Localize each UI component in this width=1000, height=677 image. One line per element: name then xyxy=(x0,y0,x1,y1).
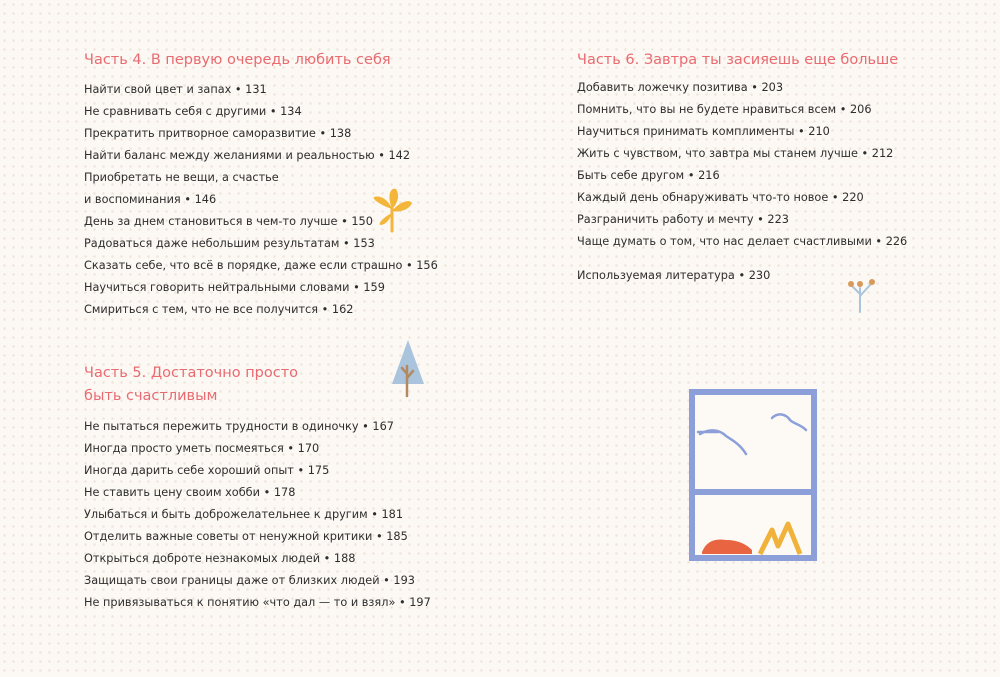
toc-item[interactable]: Иногда дарить себе хороший опыт • 175 xyxy=(84,464,330,477)
toc-item[interactable]: Прекратить притворное саморазвитие • 138 xyxy=(84,127,352,140)
part5-list xyxy=(84,416,431,614)
part6-heading: Часть 6. Завтра ты засияешь еще больше xyxy=(577,52,899,68)
toc-item[interactable]: Отделить важные советы от ненужной критики • 185 xyxy=(84,530,408,543)
toc-item[interactable]: Не пытаться пережить трудности в одиночку • 167 xyxy=(84,420,394,433)
toc-item[interactable]: Не ставить цену своим хобби • 178 xyxy=(84,486,296,499)
toc-item[interactable]: Жить с чувством, что завтра мы станем лучше • 212 xyxy=(577,147,894,160)
toc-item[interactable]: Открыться доброте незнакомых людей • 188 xyxy=(84,552,356,565)
twig-icon xyxy=(845,272,883,314)
toc-item[interactable]: Не привязываться к понятию «что дал — то и взял» • 197 xyxy=(84,596,431,609)
window-illustration xyxy=(688,388,820,566)
tree-icon xyxy=(388,338,428,400)
part5-heading-line2: быть счастливым xyxy=(84,388,218,404)
part5-heading: Часть 5. Достаточно просто xyxy=(84,365,299,381)
toc-item[interactable]: Помнить, что вы не будете нравиться всем • 206 xyxy=(577,103,872,116)
toc-item[interactable]: Улыбаться и быть доброжелательнее к другим • 181 xyxy=(84,508,404,521)
toc-item[interactable]: День за днем становиться в чем-то лучше • 150 xyxy=(84,215,373,228)
toc-item[interactable]: Сказать себе, что всё в порядке, даже если страшно • 156 xyxy=(84,259,438,272)
toc-item[interactable]: Смириться с тем, что не все получится • 162 xyxy=(84,303,354,316)
toc-item[interactable]: Научиться говорить нейтральными словами • 159 xyxy=(84,281,385,294)
literature-list xyxy=(577,265,770,287)
toc-item[interactable]: Разграничить работу и мечту • 223 xyxy=(577,213,789,226)
leaf-icon xyxy=(370,185,416,235)
toc-item[interactable]: Научиться принимать комплименты • 210 xyxy=(577,125,830,138)
toc-item-literature[interactable]: Используемая литература • 230 xyxy=(577,269,771,282)
toc-item[interactable]: Иногда просто уметь посмеяться • 170 xyxy=(84,442,320,455)
part6-list xyxy=(577,77,907,253)
toc-item[interactable]: Не сравнивать себя с другими • 134 xyxy=(84,105,302,118)
toc-item[interactable]: Каждый день обнаруживать что-то новое • 220 xyxy=(577,191,864,204)
toc-item[interactable]: Добавить ложечку позитива • 203 xyxy=(577,81,784,94)
toc-item[interactable]: Защищать свои границы даже от близких людей • 193 xyxy=(84,574,415,587)
toc-item[interactable]: Найти баланс между желаниями и реальностью • 142 xyxy=(84,149,411,162)
toc-item[interactable]: Быть себе другом • 216 xyxy=(577,169,720,182)
toc-item[interactable]: Радоваться даже небольшим результатам • 153 xyxy=(84,237,375,250)
part4-heading: Часть 4. В первую очередь любить себя xyxy=(84,52,391,68)
toc-item[interactable]: Чаще думать о том, что нас делает счастливыми • 226 xyxy=(577,235,908,248)
toc-item[interactable]: Приобретать не вещи, а счастье и воспоминания • 146 xyxy=(84,171,279,206)
toc-item[interactable]: Найти свой цвет и запах • 131 xyxy=(84,83,267,96)
